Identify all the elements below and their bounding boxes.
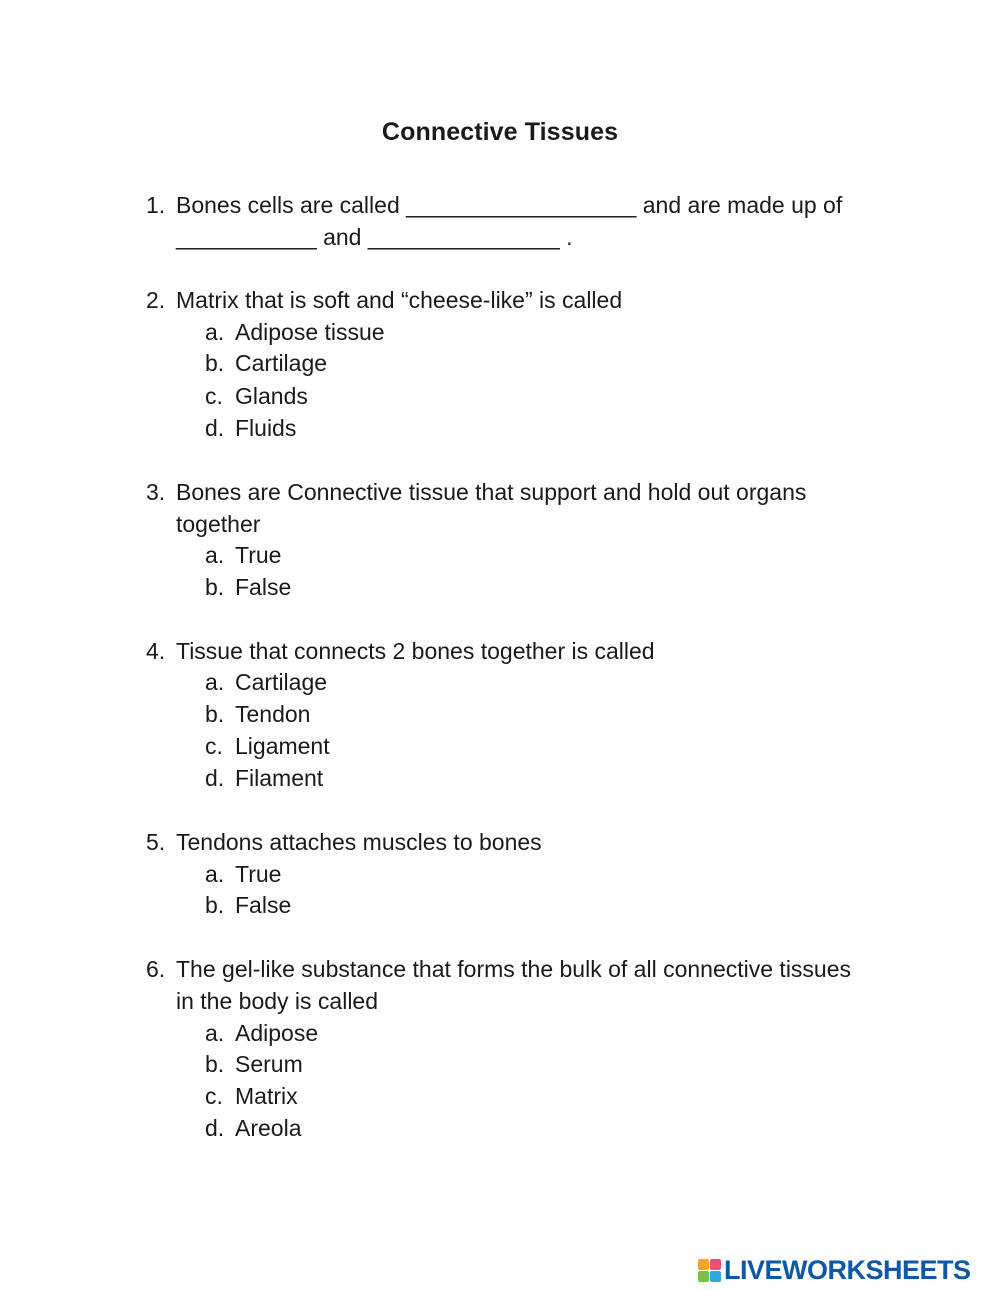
q6-option-a-letter: a. [205, 1020, 225, 1046]
logo-block [698, 1259, 709, 1270]
q3-option-a: True [235, 542, 282, 568]
question-2-text: Matrix that is soft and “cheese-like” is called [176, 287, 623, 313]
question-6-text-line-2: in the body is called [176, 988, 379, 1014]
q2-option-d-letter: d. [205, 415, 225, 441]
logo-block [710, 1271, 721, 1282]
q4-option-d-letter: d. [205, 765, 225, 791]
question-3-text-line-2: together [176, 511, 261, 537]
q3-option-b-letter: b. [205, 574, 225, 600]
q6-option-a: Adipose [235, 1020, 319, 1046]
q2-option-a-letter: a. [205, 319, 225, 345]
question-5-number: 5. [146, 829, 166, 855]
q2-option-b-letter: b. [205, 350, 225, 376]
logo-text: LIVEWORKSHEETS [724, 1254, 971, 1285]
question-5-text: Tendons attaches muscles to bones [176, 829, 542, 855]
q6-option-d: Areola [235, 1115, 302, 1141]
q2-option-d: Fluids [235, 415, 297, 441]
question-3-text-line-1: Bones are Connective tissue that support and hold out organs [176, 479, 807, 505]
q4-option-c-letter: c. [205, 733, 223, 759]
q3-option-a-letter: a. [205, 542, 225, 568]
question-4-text: Tissue that connects 2 bones together is called [176, 638, 655, 664]
q4-option-c: Ligament [235, 733, 330, 759]
logo-block [710, 1259, 721, 1270]
q2-option-c: Glands [235, 383, 308, 409]
q6-option-c: Matrix [235, 1083, 298, 1109]
q4-option-a-letter: a. [205, 669, 225, 695]
question-3-number: 3. [146, 479, 166, 505]
question-6-number: 6. [146, 956, 166, 982]
q5-option-b: False [235, 892, 292, 918]
logo-blocks-icon [698, 1259, 721, 1282]
q6-option-b: Serum [235, 1051, 303, 1077]
q2-option-a: Adipose tissue [235, 319, 385, 345]
q4-option-b-letter: b. [205, 701, 225, 727]
logo-block [698, 1271, 709, 1282]
question-2-number: 2. [146, 287, 166, 313]
q4-option-d: Filament [235, 765, 324, 791]
q6-option-d-letter: d. [205, 1115, 225, 1141]
q2-option-b: Cartilage [235, 350, 328, 376]
q5-option-a: True [235, 861, 282, 887]
question-6-text-line-1: The gel-like substance that forms the bulk of all connective tissues [176, 956, 852, 982]
q6-option-b-letter: b. [205, 1051, 225, 1077]
q5-option-b-letter: b. [205, 892, 225, 918]
question-1-number: 1. [146, 192, 166, 218]
q3-option-b: False [235, 574, 292, 600]
question-4-number: 4. [146, 638, 166, 664]
q5-option-a-letter: a. [205, 861, 225, 887]
page-title: Connective Tissues [381, 118, 619, 146]
question-1-text-line-1: Bones cells are called __________________ and are made up of [176, 192, 843, 218]
q2-option-c-letter: c. [205, 383, 223, 409]
q4-option-a: Cartilage [235, 669, 328, 695]
liveworksheets-logo [698, 1253, 971, 1287]
q6-option-c-letter: c. [205, 1083, 223, 1109]
q4-option-b: Tendon [235, 701, 311, 727]
question-1-text-line-2: ___________ and _______________ . [176, 224, 573, 250]
